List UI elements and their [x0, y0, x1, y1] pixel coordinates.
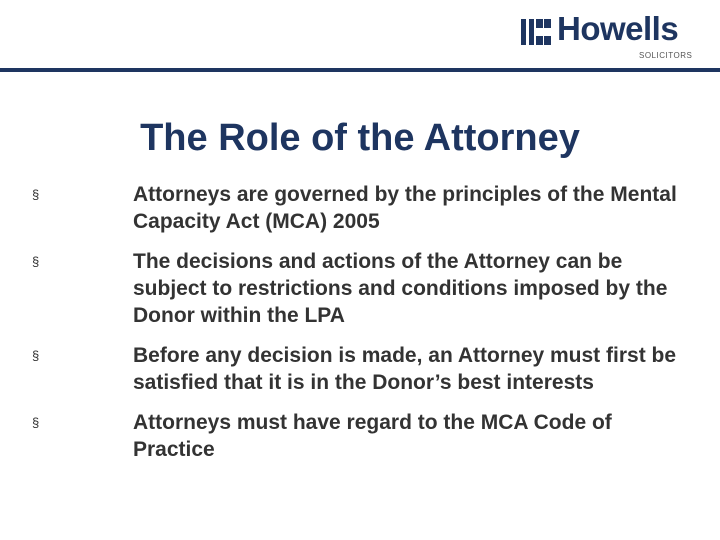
howells-logo-mark-icon — [521, 19, 551, 45]
bullet-list — [0, 181, 720, 476]
bullet-marker-icon: § — [32, 415, 40, 430]
logo-wordmark: Howells — [557, 10, 679, 47]
bullet-text: Attorneys are governed by the principles of the Mental Capacity Act (MCA) 2005 — [133, 183, 677, 233]
bullet-text: The decisions and actions of the Attorney can be subject to restrictions and conditions imposed by the Donor within the LPA — [133, 250, 668, 327]
bullet-marker-icon: § — [32, 187, 40, 202]
logo-subtitle: SOLICITORS — [639, 51, 693, 60]
bullet-item — [0, 342, 720, 396]
header-divider — [0, 68, 720, 72]
bullet-marker-icon: § — [32, 254, 40, 269]
bullet-item — [0, 409, 720, 463]
slide-title: The Role of the Attorney — [140, 117, 580, 159]
howells-logo — [521, 10, 693, 62]
bullet-item — [0, 248, 720, 329]
bullet-item — [0, 181, 720, 235]
bullet-marker-icon: § — [32, 348, 40, 363]
bullet-text: Attorneys must have regard to the MCA Code of Practice — [133, 411, 612, 461]
bullet-text: Before any decision is made, an Attorney must first be satisfied that it is in the Donor’s best interests — [133, 344, 677, 394]
